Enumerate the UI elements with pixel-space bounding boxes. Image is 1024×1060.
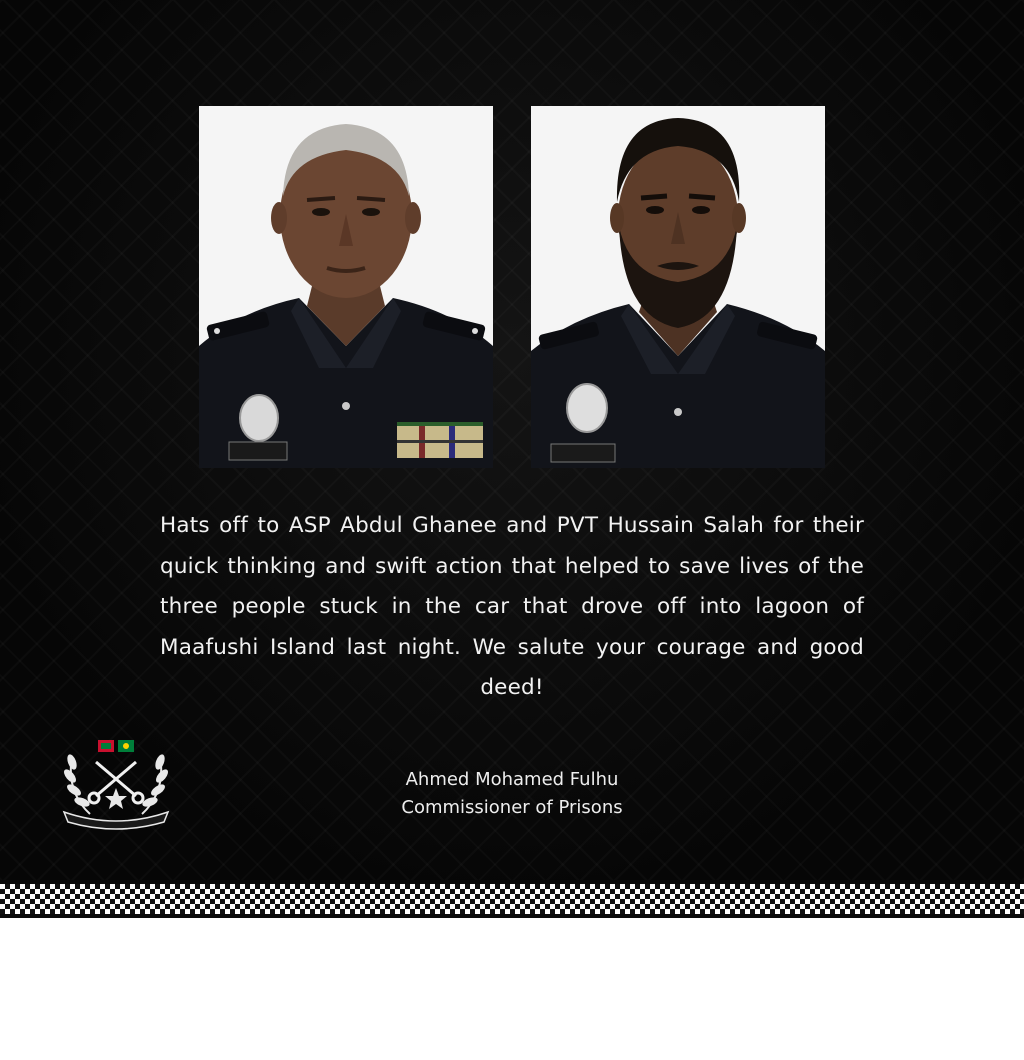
signature-block: [360, 766, 664, 822]
portrait-pvt-hussain-salah: [531, 106, 825, 468]
maldives-correctional-service-emblem-icon: [58, 726, 174, 834]
checkered-border: [0, 880, 1024, 918]
signatory-name: Ahmed Mohamed Fulhu: [405, 769, 619, 790]
tribute-message: Hats off to ASP Abdul Ghanee and PVT Hussain Salah for their quick thinking and swift action that helped to save lives of the three people stuck in the car that drove off into lagoon of Maafushi Island last night. We salute your courage and good deed!: [160, 513, 864, 700]
portrait-asp-abdul-ghanee: [199, 106, 493, 468]
checkered-pattern: [0, 884, 1024, 914]
signatory-title: Commissioner of Prisons: [401, 797, 623, 818]
